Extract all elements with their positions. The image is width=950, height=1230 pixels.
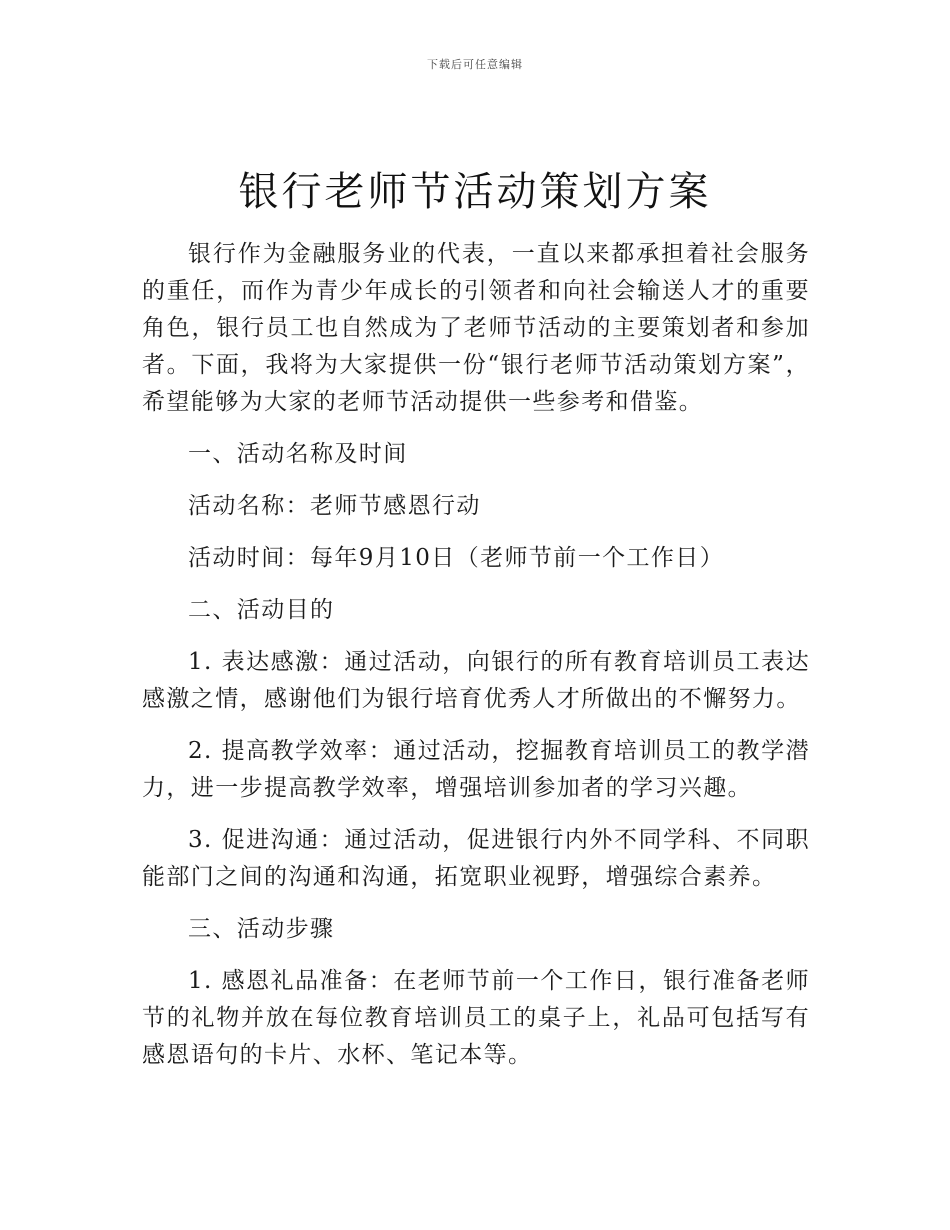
activity-name-line: 活动名称：老师节感恩行动	[188, 493, 481, 519]
section-heading-name-time: 一、活动名称及时间	[188, 441, 408, 467]
purpose-item-2: 2. 提高教学效率：通过活动，挖掘教育培训员工的教学潜力，进一步提高教学效率，增强培训参加者的学习兴趣。	[142, 738, 810, 801]
intro-paragraph: 银行作为金融服务业的代表，一直以来都承担着社会服务的重任，而作为青少年成长的引领者和向社会输送人才的重要角色，银行员工也自然成为了老师节活动的主要策划者和参加者。下面，我将为大家提供一份“银行老师节活动策划方案”，希望能够为大家的老师节活动提供一些参考和借鉴。	[142, 241, 810, 415]
step-item-1: 1. 感恩礼品准备：在老师节前一个工作日，银行准备老师节的礼物并放在每位教育培训员工的桌子上，礼品可包括写有感恩语句的卡片、水杯、笔记本等。	[142, 968, 810, 1068]
purpose-item-1: 1. 表达感激：通过活动，向银行的所有教育培训员工表达感激之情，感谢他们为银行培育优秀人才所做出的不懈努力。	[142, 649, 810, 712]
section-heading-steps: 三、活动步骤	[188, 916, 335, 942]
section-heading-purpose: 二、活动目的	[188, 597, 335, 623]
purpose-item-3: 3. 促进沟通：通过活动，促进银行内外不同学科、不同职能部门之间的沟通和沟通，拓宽职业视野，增强综合素养。	[142, 827, 810, 890]
header-note: 下载后可任意编辑	[427, 58, 523, 71]
activity-time-line: 活动时间：每年9月10日（老师节前一个工作日）	[188, 545, 725, 571]
document-title: 银行老师节活动策划方案	[238, 169, 712, 215]
document-body	[142, 236, 810, 1089]
